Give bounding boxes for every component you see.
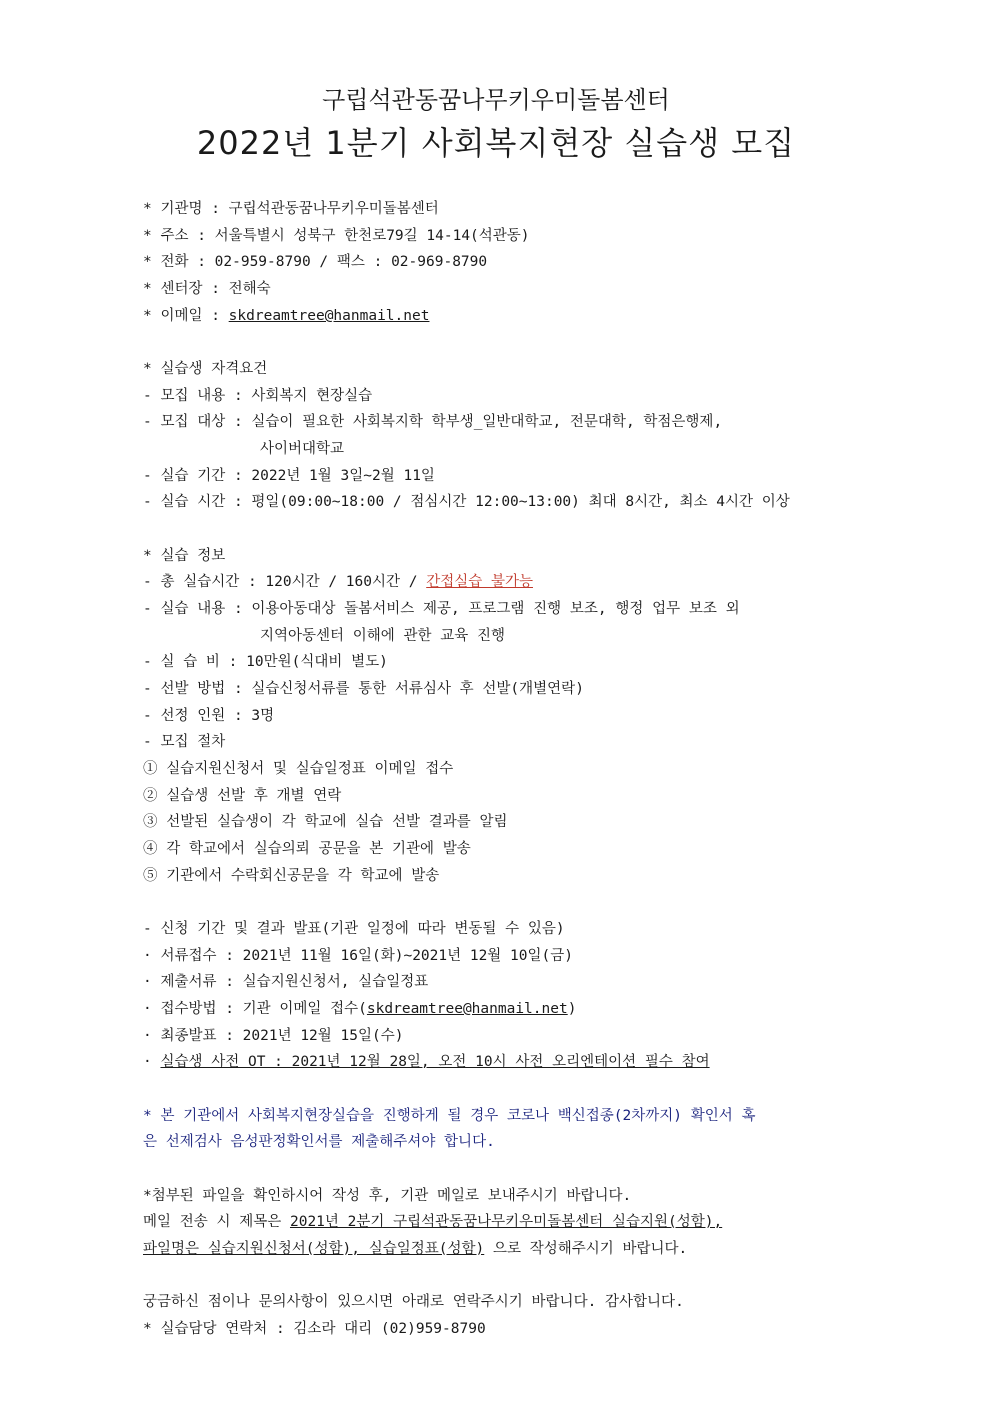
apply-heading: - 신청 기간 및 결과 발표(기관 일정에 따라 변동될 수 있음) (143, 921, 565, 937)
apply-final: · 최종발표 : 2021년 12월 15일(수) (143, 1028, 404, 1044)
qual-heading: * 실습생 자격요건 (143, 361, 268, 377)
apply-email-link[interactable]: skdreamtree@hanmail.net (366, 1001, 568, 1017)
step-5: ⑤ 기관에서 수락회신공문을 각 학교에 발송 (143, 868, 440, 884)
practice-method: - 선발 방법 : 실습신청서류를 통한 서류심사 후 선발(개별연락) (143, 681, 584, 697)
practice-procedure: - 모집 절차 (143, 734, 226, 750)
notice-line-2: 은 선제검사 음성판정확인서를 제출해주셔야 합니다. (143, 1134, 495, 1150)
apply-ot: · 실습생 사전 OT : 2021년 12월 28일, 오전 10시 사전 오리엔테이션 필수 참여 (143, 1054, 710, 1070)
practice-content: - 실습 내용 : 이용아동대상 돌봄서비스 제공, 프로그램 진행 보조, 행정 업무 보조 외 (143, 601, 740, 617)
contact-line-2: * 실습담당 연락처 : 김소라 대리 (02)959-8790 (143, 1321, 486, 1337)
step-4: ④ 각 학교에서 실습의뢰 공문을 본 기관에 발송 (143, 841, 471, 857)
practice-content-cont: 지역아동센터 이해에 관한 교육 진행 (260, 628, 506, 644)
qual-target-cont: 사이버대학교 (260, 441, 345, 457)
contact-line-1: 궁금하신 점이나 문의사항이 있으시면 아래로 연락주시기 바랍니다. 감사합니다. (143, 1294, 684, 1310)
practice-total: - 총 실습시간 : 120시간 / 160시간 / 간접실습 불가능 (143, 574, 533, 590)
info-org: * 기관명 : 구립석관동꿈나무키우미돌봄센터 (143, 201, 439, 217)
ot-notice: 실습생 사전 OT : 2021년 12월 28일, 오전 10시 사전 오리엔테이션 필수 참여 (160, 1054, 710, 1070)
info-director: * 센터장 : 전해숙 (143, 281, 271, 297)
email-link[interactable]: skdreamtree@hanmail.net (228, 308, 430, 324)
org-title: 구립석관동꿈나무키우미돌봄센터 (322, 86, 670, 114)
practice-fee: - 실 습 비 : 10만원(식대비 별도) (143, 654, 388, 670)
apply-method: · 접수방법 : 기관 이메일 접수(skdreamtree@hanmail.net) (143, 1001, 577, 1017)
practice-count: - 선정 인원 : 3명 (143, 708, 275, 724)
info-address: * 주소 : 서울특별시 성북구 한천로79길 14-14(석관동) (143, 228, 530, 244)
info-phone: * 전화 : 02-959-8790 / 팩스 : 02-969-8790 (143, 254, 488, 270)
attach-line-1: *첨부된 파일을 확인하시어 작성 후, 기관 메일로 보내주시기 바랍니다. (143, 1188, 632, 1204)
qual-period: - 실습 기간 : 2022년 1월 3일~2월 11일 (143, 468, 435, 484)
attach-line-2: 메일 전송 시 제목은 2021년 2분기 구립석관동꿈나무키우미돌봄센터 실습지원(성함), (143, 1214, 723, 1230)
notice-line-1: * 본 기관에서 사회복지현장실습을 진행하게 될 경우 코로나 백신접종(2차까지) 확인서 혹 (143, 1108, 756, 1124)
step-1: ① 실습지원신청서 및 실습일정표 이메일 접수 (143, 761, 454, 777)
page-title: 2022년 1분기 사회복지현장 실습생 모집 (196, 124, 796, 162)
attach-line-3: 파일명은 실습지원신청서(성함), 실습일정표(성함) 으로 작성해주시기 바랍니다. (143, 1241, 688, 1257)
no-indirect-notice: 간접실습 불가능 (426, 574, 533, 590)
info-email: * 이메일 : skdreamtree@hanmail.net (143, 308, 430, 324)
apply-doc-receipt: · 서류접수 : 2021년 11월 16일(화)~2021년 12월 10일(금) (143, 948, 573, 964)
qual-target: - 모집 대상 : 실습이 필요한 사회복지학 학부생_일반대학교, 전문대학, 학점은행제, (143, 414, 723, 430)
qual-content: - 모집 내용 : 사회복지 현장실습 (143, 388, 373, 404)
step-2: ② 실습생 선발 후 개별 연락 (143, 788, 342, 804)
practice-heading: * 실습 정보 (143, 548, 226, 564)
apply-submit: · 제출서류 : 실습지원신청서, 실습일정표 (143, 974, 429, 990)
qual-time: - 실습 시간 : 평일(09:00~18:00 / 점심시간 12:00~13:00) 최대 8시간, 최소 4시간 이상 (143, 494, 790, 510)
step-3: ③ 선발된 실습생이 각 학교에 실습 선발 결과를 알림 (143, 814, 508, 830)
